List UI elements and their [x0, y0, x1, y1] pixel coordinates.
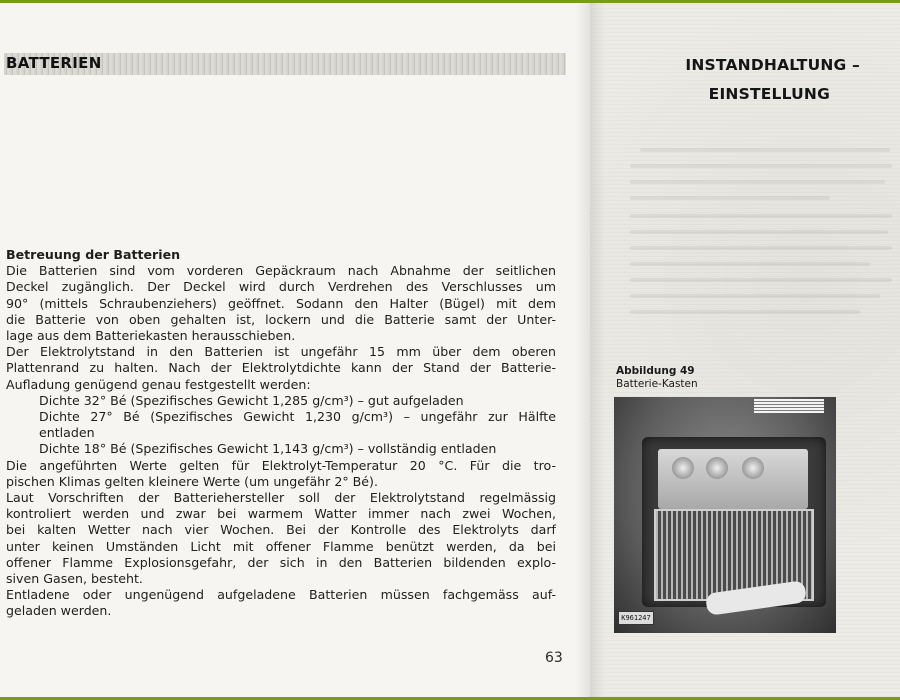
bleed-through-line	[630, 196, 830, 200]
density-row: Dichte 18° Bé (Spezifisches Gewicht 1,143 g/cm³) – vollständig entladen	[39, 441, 497, 457]
chapter-subtitle: EINSTELLUNG	[708, 85, 830, 103]
paragraph-line: die Batterie von oben gehalten ist, lockern und die Batterie samt der Unter-	[6, 311, 556, 327]
chapter-title: INSTANDHALTUNG –	[685, 56, 860, 74]
paragraph-line: offener Flamme Explosionsgefahr, der sich in den Batterien bildenden explo-	[6, 554, 556, 570]
battery-box-photo	[614, 397, 836, 633]
battery-cap	[672, 457, 694, 479]
density-row-continued: entladen	[39, 425, 95, 441]
paragraph-line: Die Batterien sind vom vorderen Gepäckraum nach Abnahme der seitlichen	[6, 263, 556, 279]
bleed-through-line	[630, 294, 880, 298]
bleed-through-line	[630, 214, 892, 218]
density-row: Dichte 32° Bé (Spezifisches Gewicht 1,285 g/cm³) – gut aufgeladen	[39, 392, 464, 408]
photo-label-strip	[754, 399, 824, 413]
figure-caption: Batterie-Kasten	[616, 378, 698, 390]
paragraph-line: unter keinen Umständen Licht mit offener Flamme benützt werden, da bei	[6, 538, 556, 554]
bleed-through-line	[630, 278, 892, 282]
page-number: 63	[545, 650, 563, 666]
paragraph-line: Der Elektrolytstand in den Batterien ist ungefähr 15 mm über dem oberen	[6, 344, 556, 360]
bleed-through-line	[630, 262, 870, 266]
paragraph-line: pischen Klimas gelten kleinere Werte (um ungefähr 2° Bé).	[6, 473, 378, 489]
paragraph-line: kontroliert werden und zwar bei warmem Watter immer nach zwei Wochen,	[6, 506, 556, 522]
page-gutter	[575, 3, 605, 697]
paragraph-line: Laut Vorschriften der Batteriehersteller soll der Elektrolytstand regelmässig	[6, 490, 556, 506]
paragraph-line: Deckel zugänglich. Der Deckel wird durch Verdrehen des Verschlusses um	[6, 279, 556, 295]
figure-number: Abbildung 49	[616, 365, 695, 377]
article-body	[6, 247, 556, 620]
paragraph-line: 90° (mittels Schraubenziehers) geöffnet. Sodann den Halter (Bügel) mit dem	[6, 295, 556, 311]
bleed-through-line	[630, 180, 885, 184]
battery-cap	[742, 457, 764, 479]
battery-cap	[706, 457, 728, 479]
paragraph-line: siven Gasen, besteht.	[6, 571, 143, 587]
paragraph-line: Entladene oder ungenügend aufgeladene Batterien müssen fachgemäss auf-	[6, 587, 556, 603]
bleed-through-line	[630, 246, 892, 250]
photo-plate-label: K961247	[618, 611, 654, 625]
bleed-through-line	[630, 230, 888, 234]
paragraph-line: lage aus dem Batteriekasten herausschieben.	[6, 328, 296, 344]
paragraph-line: geladen werden.	[6, 603, 112, 619]
bleed-through-line	[630, 310, 860, 314]
density-row: Dichte 27° Bé (Spezifisches Gewicht 1,230 g/cm³) – ungefähr zur Hälfte	[39, 409, 556, 425]
paragraph-line: Die angeführten Werte gelten für Elektrolyt-Temperatur 20 °C. Für die tro-	[6, 457, 556, 473]
section-title: BATTERIEN	[6, 54, 102, 72]
bleed-through-line	[630, 164, 892, 168]
paragraph-line: Aufladung genügend genau festgestellt werden:	[6, 376, 311, 392]
paragraph-line: bei kalten Wetter nach vier Wochen. Bei der Kontrolle des Elektrolyts darf	[6, 522, 556, 538]
article-heading: Betreuung der Batterien	[6, 247, 181, 262]
paragraph-line: Plattenrand zu halten. Nach der Elektrolytdichte kann der Stand der Batterie-	[6, 360, 556, 376]
bleed-through-line	[640, 148, 890, 152]
